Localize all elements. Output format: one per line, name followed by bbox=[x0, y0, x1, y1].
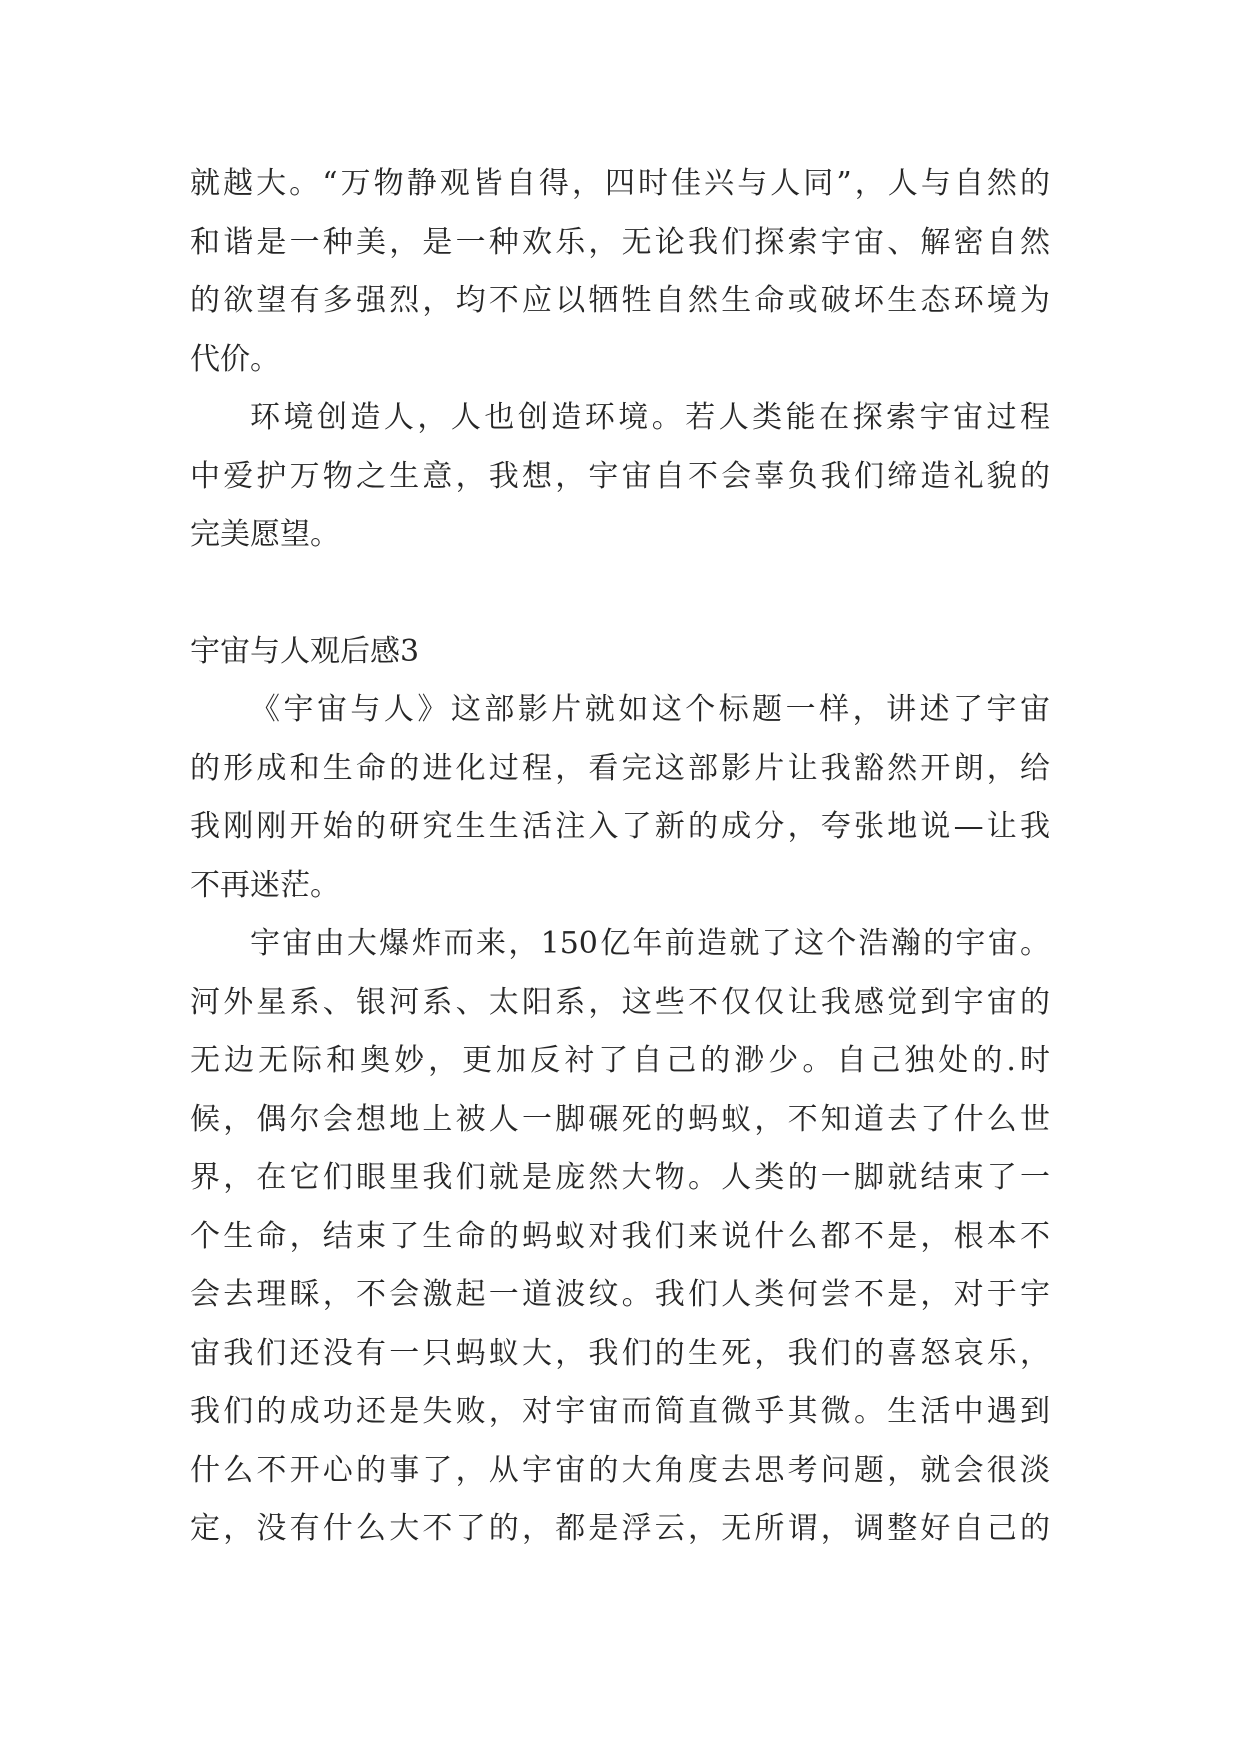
text-line: 个生命，结束了生命的蚂蚁对我们来说什么都不是，根本不 bbox=[190, 1218, 1050, 1254]
text-line: 候，偶尔会想地上被人一脚碾死的蚂蚁，不知道去了什么世 bbox=[190, 1101, 1050, 1137]
paragraph-intro bbox=[190, 689, 1050, 923]
paragraph-universe bbox=[190, 923, 1050, 1567]
section-gap bbox=[190, 573, 1050, 631]
text-line: 我们的成功还是失败，对宇宙而简直微乎其微。生活中遇到 bbox=[190, 1394, 1050, 1429]
text-line: 环境创造人，人也创造环境。若人类能在探索宇宙过程 bbox=[250, 400, 1050, 435]
text-line: 宙我们还没有一只蚂蚁大，我们的生死，我们的喜怒哀乐， bbox=[190, 1335, 1050, 1371]
paragraph-continued bbox=[190, 163, 1050, 397]
text-line: 的欲望有多强烈，均不应以牺牲自然生命或破坏生态环境为 bbox=[190, 283, 1050, 318]
text-line: 的形成和生命的进化过程，看完这部影片让我豁然开朗，给 bbox=[190, 750, 1050, 786]
article-title: 宇宙与人观后感3 bbox=[190, 633, 420, 669]
text-line: 完美愿望。 bbox=[190, 517, 340, 552]
text-line: 河外星系、银河系、太阳系，这些不仅仅让我感觉到宇宙的 bbox=[190, 984, 1050, 1020]
text-line: 中爱护万物之生意，我想，宇宙自不会辜负我们缔造礼貌的 bbox=[190, 458, 1050, 494]
text-line: 我刚刚开始的研究生生活注入了新的成分，夸张地说—让我 bbox=[190, 809, 1050, 844]
document-body bbox=[190, 163, 1050, 1567]
text-line: 宇宙由大爆炸而来，150亿年前造就了这个浩瀚的宇宙。 bbox=[250, 926, 1050, 961]
text-line: 《宇宙与人》这部影片就如这个标题一样，讲述了宇宙 bbox=[250, 692, 1050, 727]
text-line: 就越大。“万物静观皆自得，四时佳兴与人同”，人与自然的 bbox=[190, 166, 1050, 201]
text-line: 不再迷茫。 bbox=[190, 867, 340, 903]
text-line: 和谐是一种美，是一种欢乐，无论我们探索宇宙、解密自然 bbox=[190, 224, 1050, 260]
text-line: 会去理睬，不会激起一道波纹。我们人类何尝不是，对于宇 bbox=[190, 1277, 1050, 1312]
text-line: 什么不开心的事了，从宇宙的大角度去思考问题，就会很淡 bbox=[190, 1452, 1050, 1488]
text-line: 定，没有什么大不了的，都是浮云，无所谓，调整好自己的 bbox=[190, 1511, 1050, 1546]
text-line: 界，在它们眼里我们就是庞然大物。人类的一脚就结束了一 bbox=[190, 1160, 1050, 1195]
text-line: 无边无际和奥妙，更加反衬了自己的渺少。自己独处的.时 bbox=[190, 1043, 1050, 1078]
text-line: 代价。 bbox=[190, 341, 280, 377]
paragraph-environment bbox=[190, 397, 1050, 573]
